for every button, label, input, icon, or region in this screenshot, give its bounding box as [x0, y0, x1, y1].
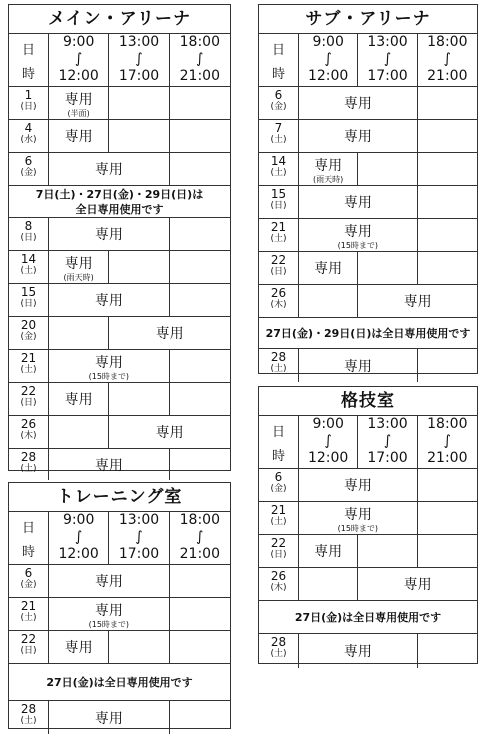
reservation-cell: 専用 (半面) — [49, 87, 109, 119]
day-header: 日 時 — [9, 34, 49, 86]
table-row — [259, 349, 477, 382]
empty-cell — [418, 349, 477, 382]
day-cell: 28 (土) — [259, 349, 299, 382]
table-header — [259, 416, 477, 469]
day-cell: 26 (木) — [259, 568, 299, 600]
reservation-cell: 専用 (雨天時) — [299, 153, 358, 185]
empty-cell — [170, 350, 230, 382]
day-cell: 8 (日) — [9, 218, 49, 250]
table-row — [259, 153, 477, 186]
day-cell: 6 (金) — [259, 87, 299, 119]
reservation-cell: 専用 — [49, 449, 170, 480]
slot-morning: 9:00 ∫ 12:00 — [49, 34, 109, 86]
day-cell: 26 (木) — [9, 416, 49, 448]
day-cell: 22 (日) — [259, 252, 299, 284]
day-cell: 21 (土) — [259, 502, 299, 534]
day-cell: 28 (土) — [259, 634, 299, 668]
day-cell: 28 (土) — [9, 449, 49, 480]
reservation-cell: 専用 — [49, 701, 170, 734]
empty-cell — [358, 153, 417, 185]
slot-morning: 9:00 ∫ 12:00 — [299, 416, 358, 468]
table-row — [9, 317, 230, 350]
day-cell: 28 (土) — [9, 701, 49, 734]
reservation-cell: 専用 (15時まで) — [299, 219, 418, 251]
empty-cell — [49, 416, 109, 448]
slot-evening: 18:00 ∫ 21:00 — [179, 512, 220, 562]
day-cell: 22 (日) — [9, 383, 49, 415]
empty-cell — [418, 87, 477, 119]
day-cell: 15 (日) — [9, 284, 49, 316]
table-header — [9, 34, 230, 87]
table-row — [259, 186, 477, 219]
reservation-cell: 専用 — [299, 252, 358, 284]
empty-cell — [418, 634, 477, 668]
slot-afternoon: 13:00 ∫ 17:00 — [358, 416, 417, 468]
empty-cell — [49, 317, 109, 349]
table-row — [259, 469, 477, 502]
reservation-cell: 専用 — [299, 186, 418, 218]
day-cell: 22 (日) — [9, 631, 49, 663]
day-cell: 6 (金) — [9, 153, 49, 185]
reservation-cell: 専用 — [299, 634, 418, 668]
training-room-table — [8, 482, 231, 729]
day-header: 日 時 — [259, 34, 299, 86]
slot-afternoon: 13:00 ∫ 17:00 — [109, 34, 169, 86]
empty-cell — [109, 251, 169, 283]
main-arena-table — [8, 4, 231, 474]
empty-cell — [418, 186, 477, 218]
reservation-cell: 専用 — [49, 218, 170, 250]
table-row — [9, 631, 230, 664]
slot-evening: 18:00 ∫ 21:00 — [427, 416, 468, 466]
empty-cell — [170, 383, 230, 415]
empty-cell — [418, 535, 477, 567]
empty-cell — [299, 568, 358, 600]
full-day-note: 7日(土)・27日(金)・29日(日)は 全日専用使用です — [9, 186, 230, 218]
table-title: メイン・アリーナ — [9, 5, 230, 34]
day-header: 日 時 — [9, 512, 49, 564]
empty-cell — [170, 449, 230, 480]
day-cell: 4 (水) — [9, 120, 49, 152]
day-cell: 6 (金) — [9, 565, 49, 597]
empty-cell — [109, 87, 169, 119]
day-cell: 22 (日) — [259, 535, 299, 567]
empty-cell — [418, 502, 477, 534]
table-row — [259, 535, 477, 568]
table-row — [9, 350, 230, 383]
reservation-cell: 専用 — [49, 120, 109, 152]
empty-cell — [170, 120, 230, 152]
slot-morning: 9:00 ∫ 12:00 — [49, 512, 109, 564]
reservation-cell: 専用 — [299, 120, 418, 152]
reservation-cell: 専用 — [299, 349, 418, 382]
slot-afternoon: 13:00 ∫ 17:00 — [358, 34, 417, 86]
table-row — [259, 285, 477, 318]
empty-cell — [358, 252, 417, 284]
table-row — [259, 634, 477, 668]
table-row — [9, 218, 230, 251]
reservation-cell: 専用 — [403, 294, 432, 310]
reservation-cell: 専用 (15時まで) — [299, 502, 418, 534]
full-day-note: 27日(金)・29日(日)は全日専用使用です — [259, 318, 477, 349]
slot-evening: 18:00 ∫ 21:00 — [179, 34, 220, 84]
table-title: サブ・アリーナ — [259, 5, 477, 34]
reservation-cell: 専用 — [155, 326, 184, 342]
day-cell: 15 (日) — [259, 186, 299, 218]
reservation-cell: 専用 (15時まで) — [49, 350, 170, 382]
reservation-cell: 専用 — [299, 87, 418, 119]
day-cell: 6 (金) — [259, 469, 299, 501]
reservation-cell: 専用 — [49, 153, 170, 185]
empty-cell — [418, 469, 477, 501]
day-cell: 20 (金) — [9, 317, 49, 349]
empty-cell — [170, 284, 230, 316]
table-row — [259, 568, 477, 601]
empty-cell — [418, 120, 477, 152]
day-cell: 21 (土) — [9, 350, 49, 382]
day-header: 日 時 — [259, 416, 299, 468]
table-row — [9, 416, 230, 449]
day-cell: 21 (土) — [9, 598, 49, 630]
table-row — [9, 120, 230, 153]
empty-cell — [170, 87, 230, 119]
empty-cell — [109, 631, 169, 663]
reservation-cell: 専用 — [299, 469, 418, 501]
day-cell: 14 (土) — [259, 153, 299, 185]
table-row — [259, 219, 477, 252]
table-row — [259, 120, 477, 153]
empty-cell — [170, 218, 230, 250]
reservation-cell: 専用 (15時まで) — [49, 598, 170, 630]
empty-cell — [418, 219, 477, 251]
day-cell: 26 (木) — [259, 285, 299, 317]
reservation-cell: 専用 — [49, 284, 170, 316]
empty-cell — [109, 383, 169, 415]
table-row — [9, 153, 230, 186]
full-day-note: 27日(金)は全日専用使用です — [259, 601, 477, 634]
reservation-cell: 専用 — [49, 631, 109, 663]
empty-cell — [170, 153, 230, 185]
table-row — [9, 565, 230, 598]
empty-cell — [299, 285, 358, 317]
table-row — [9, 598, 230, 631]
table-row — [259, 87, 477, 120]
reservation-cell: 専用 (雨天時) — [49, 251, 109, 283]
table-title: 格技室 — [259, 387, 477, 416]
empty-cell — [418, 252, 477, 284]
table-header — [9, 512, 230, 565]
reservation-cell: 専用 — [403, 577, 432, 593]
day-cell: 1 (日) — [9, 87, 49, 119]
empty-cell — [170, 631, 230, 663]
empty-cell — [358, 535, 417, 567]
table-header — [259, 34, 477, 87]
empty-cell — [170, 565, 230, 597]
table-row — [259, 502, 477, 535]
table-title: トレーニング室 — [9, 483, 230, 512]
day-cell: 7 (土) — [259, 120, 299, 152]
table-row — [9, 87, 230, 120]
table-row — [9, 284, 230, 317]
reservation-cell: 専用 — [299, 535, 358, 567]
reservation-cell: 専用 — [155, 425, 184, 441]
martial-arts-room-table — [258, 386, 478, 664]
empty-cell — [170, 598, 230, 630]
empty-cell — [418, 153, 477, 185]
full-day-note: 27日(金)は全日専用使用です — [9, 664, 230, 701]
empty-cell — [170, 251, 230, 283]
table-row — [9, 383, 230, 416]
table-row — [9, 449, 230, 480]
reservation-cell: 専用 — [49, 383, 109, 415]
table-row — [9, 701, 230, 734]
slot-morning: 9:00 ∫ 12:00 — [299, 34, 358, 86]
slot-evening: 18:00 ∫ 21:00 — [427, 34, 468, 84]
table-row — [9, 251, 230, 284]
empty-cell — [170, 701, 230, 734]
empty-cell — [109, 120, 169, 152]
day-cell: 21 (土) — [259, 219, 299, 251]
table-row — [259, 252, 477, 285]
slot-afternoon: 13:00 ∫ 17:00 — [109, 512, 169, 564]
sub-arena-table — [258, 4, 478, 374]
day-cell: 14 (土) — [9, 251, 49, 283]
reservation-cell: 専用 — [49, 565, 170, 597]
